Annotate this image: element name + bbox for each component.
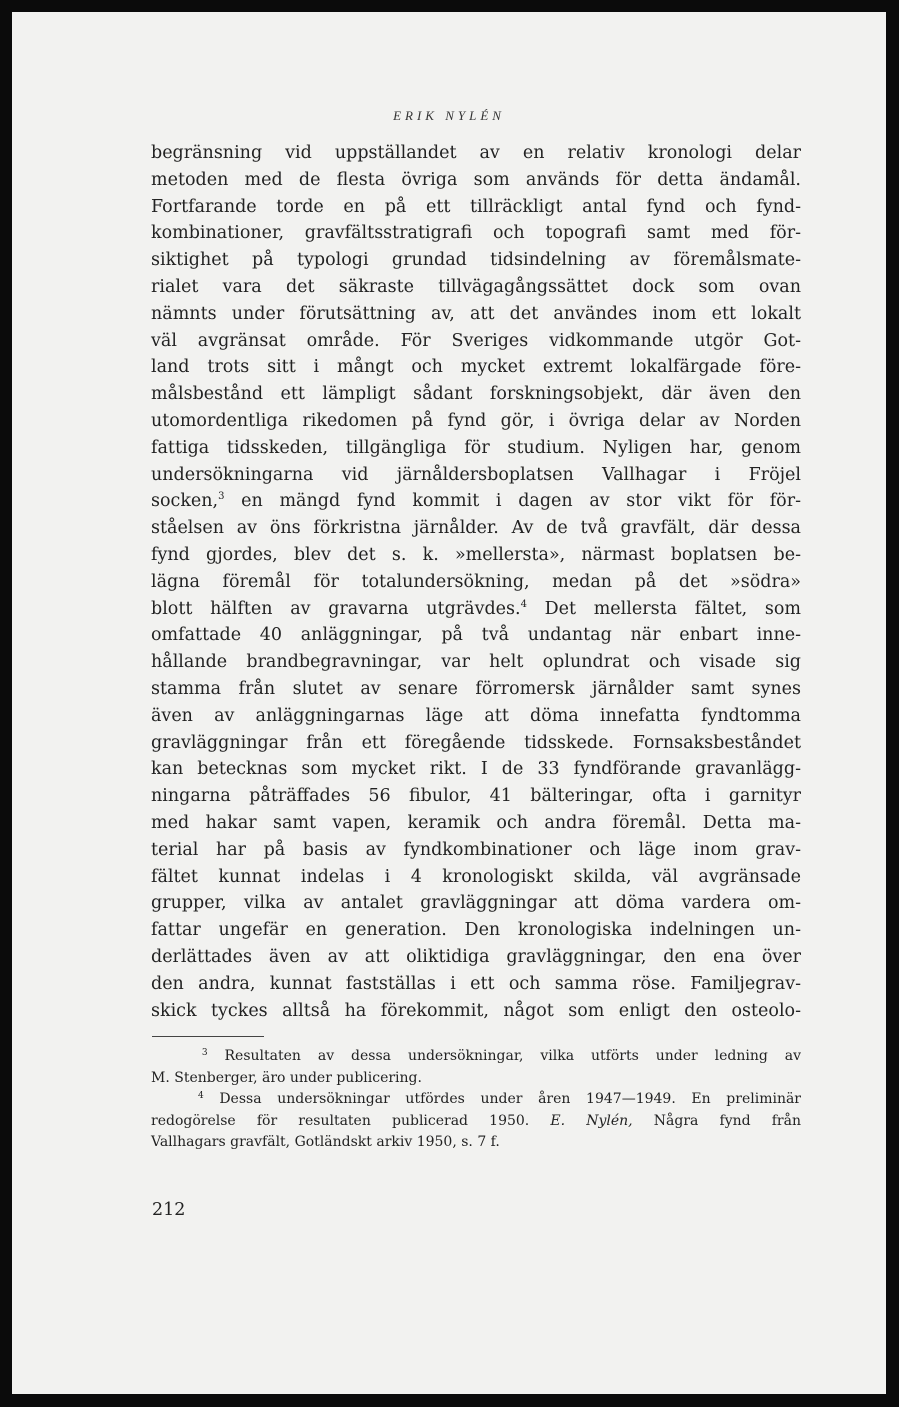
text-line: rialet vara det säkraste tillvägagångssättet dock som ovan [151,276,801,297]
text-line: Fortfarande torde en på ett tillräckligt antal fynd och fynd- [151,196,801,217]
text-line: med hakar samt vapen, keramik och andra föremål. Detta ma- [151,812,801,833]
text-line: derlättades även av att oliktidiga gravläggningar, den ena över [151,946,801,967]
text-fragment: Det mellersta fältet, som [526,598,801,619]
text-fragment: socken, [151,491,219,512]
text-line: skick tyckes alltså ha förekommit, något som enligt den osteolo- [151,1000,801,1021]
running-head: ERIK NYLÉN [393,108,505,123]
text-fragment: blott hälften av gravarna utgrävdes. [151,598,521,619]
footnote-mark: 4 [197,1091,204,1101]
text-line: ningarna påträffades 56 fibulor, 41 bälteringar, ofta i garnityr [151,786,801,807]
text-line: stamma från slutet av senare förromersk järnålder samt synes [151,678,801,699]
footnote-line: Vallhagars gravfält, Gotländskt arkiv 1950, s. 7 f. [151,1134,500,1150]
footnote-ref-4[interactable]: 4 [520,598,527,610]
text-line: målsbestånd ett lämpligt sådant forskningsobjekt, där även den [151,384,801,405]
text-line: grupper, vilka av antalet gravläggningar att döma vardera om- [151,893,801,914]
text-line: undersökningarna vid järnåldersboplatsen Vallhagar i Fröjel [151,464,801,485]
text-line: nämnts under förutsättning av, att det användes inom ett lokalt [151,303,801,324]
footnote-line [151,1046,801,1068]
page-number: 212 [152,1200,186,1220]
text-line-with-footnote-ref [151,488,801,515]
book-page [12,12,886,1394]
text-line: fältet kunnat indelas i 4 kronologiskt skilda, väl avgränsade [151,866,801,887]
text-line: ståelsen av öns förkristna järnålder. Av de två gravfält, där dessa [151,518,801,539]
text-line: gravläggningar från ett föregående tidsskede. Fornsaksbeståndet [151,732,801,753]
text-line: fattiga tidsskeden, tillgängliga för studium. Nyligen har, genom [151,437,801,458]
text-line: utomordentliga rikedomen på fynd gör, i övriga delar av Norden [151,410,801,431]
text-line: begränsning vid uppställandet av en relativ kronologi delar [151,143,801,163]
text-line: väl avgränsat område. För Sveriges vidkommande utgör Got- [151,330,801,351]
cited-author: E. Nylén, [550,1112,633,1129]
text-line: den andra, kunnat fastställas i ett och samma röse. Familjegrav- [151,973,801,994]
footnote-4 [151,1089,801,1154]
footnote-text: Resultaten av dessa undersökningar, vilka utförts under ledning av [207,1048,802,1064]
footnote-text: Dessa undersökningar utfördes under åren 1947—1949. En preliminär [203,1091,802,1107]
footnote-line [151,1111,801,1133]
footnote-divider [152,1036,264,1037]
text-line: omfattade 40 anläggningar, på två undantag när enbart inne- [151,625,801,646]
text-line: kombinationer, gravfältsstratigrafi och topografi samt med för- [151,223,801,244]
footnote-3 [151,1046,801,1089]
footnotes [151,1046,801,1154]
text-line: land trots sitt i mångt och mycket extremt lokalfärgade före- [151,357,801,378]
text-line: terial har på basis av fyndkombinationer och läge inom grav- [151,839,801,860]
text-line: hållande brandbegravningar, var helt oplundrat och visade sig [151,652,801,673]
text-line: siktighet på typologi grundad tidsindelning av föremålsmate- [151,250,801,271]
text-line: lägna föremål för totalundersökning, medan på det »södra» [151,571,801,592]
text-line: metoden med de flesta övriga som används för detta ändamål. [151,169,801,190]
footnote-line [151,1089,801,1111]
text-line: kan betecknas som mycket rikt. I de 33 fyndförande gravanlägg- [151,759,801,780]
text-line-with-footnote-ref [151,596,801,623]
text-line: fynd gjordes, blev det s. k. »mellersta», närmast boplatsen be- [151,544,801,565]
text-line: även av anläggningarnas läge att döma innefatta fyndtomma [151,705,801,726]
text-line: fattar ungefär en generation. Den kronologiska indelningen un- [151,920,801,941]
footnote-text: Några fynd från [632,1112,801,1129]
body-text [151,140,801,1024]
footnote-ref-3[interactable]: 3 [218,491,225,503]
footnote-text: redogörelse för resultaten publicerad 1950. [151,1112,551,1129]
text-fragment: en mängd fynd kommit i dagen av stor vikt för för- [224,491,801,512]
footnote-mark: 3 [201,1048,208,1058]
footnote-line: M. Stenberger, äro under publicering. [151,1069,422,1086]
